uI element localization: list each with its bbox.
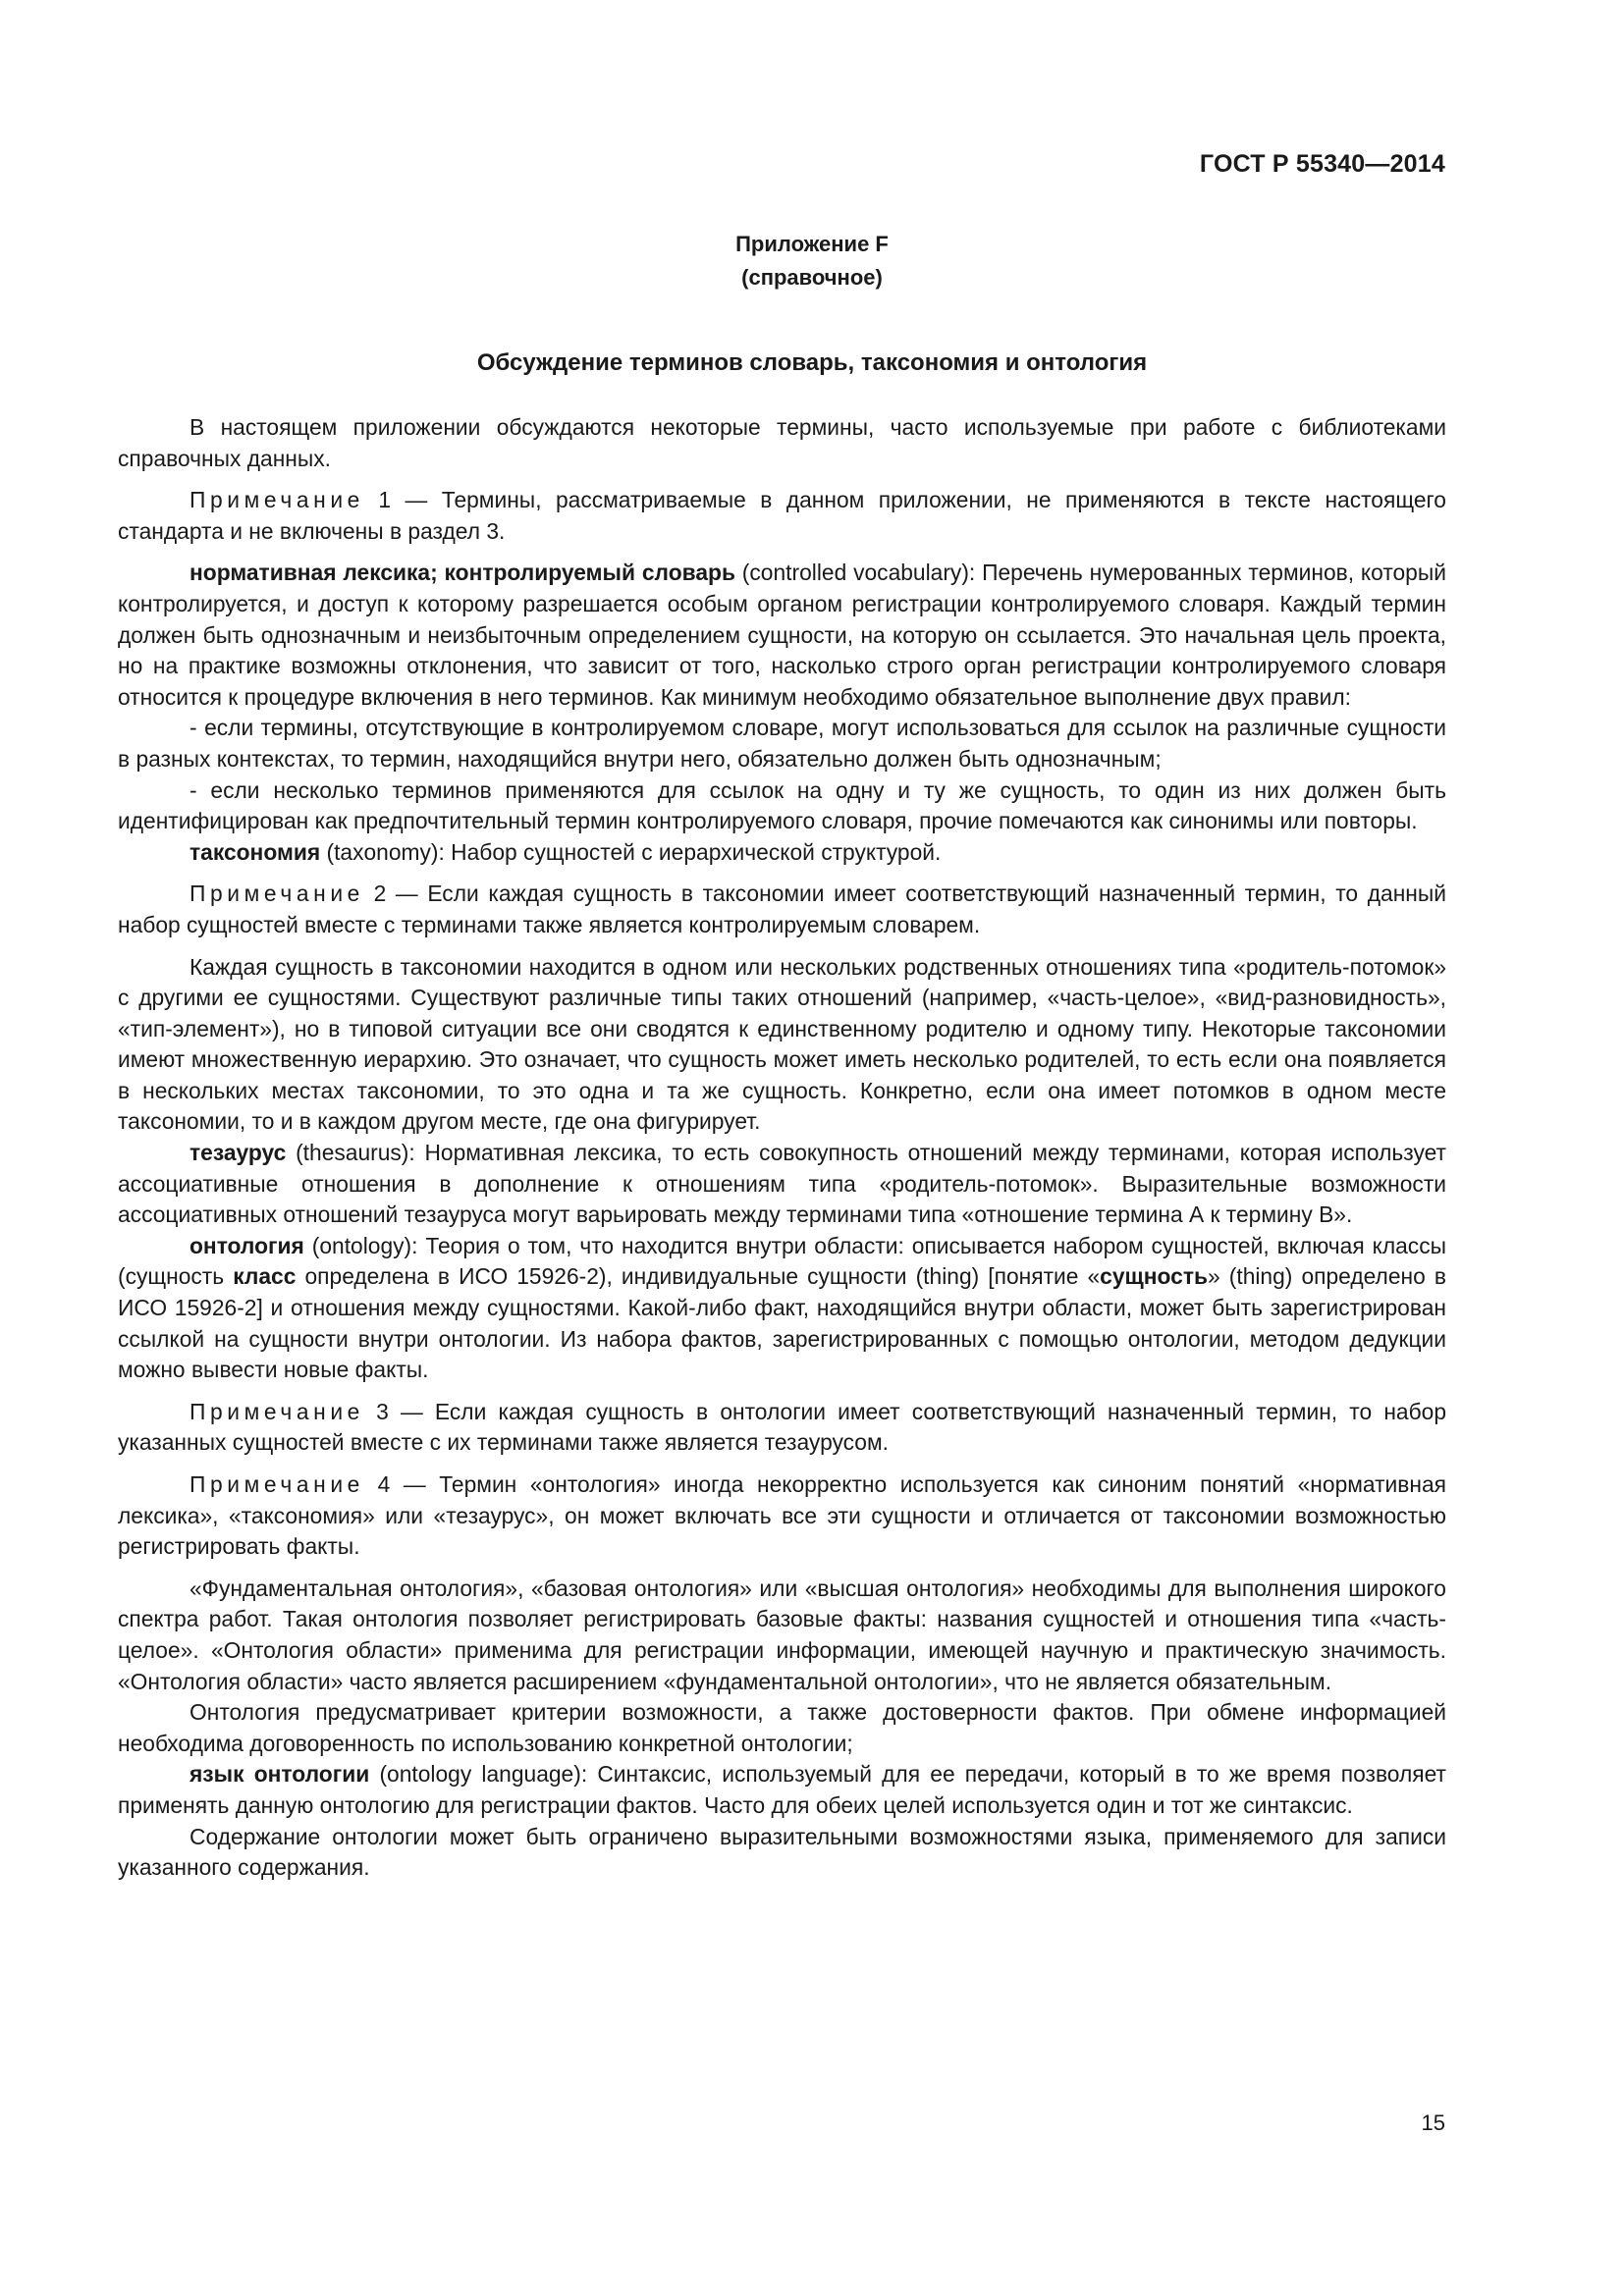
note-2 — [118, 879, 1446, 940]
document-body — [118, 412, 1446, 1884]
term: тезаурус — [189, 1140, 287, 1166]
definition-text: » (thing) определено в ИСО 15926-2] и отношения между сущностями. Какой-либо факт, находящийся внутри области, может быть зарегистрирован ссылкой на сущности внутри онтологии. Из набора фактов, зарегистрированных с помощью онтологии, методом дедукции можно вывести новые факты. — [118, 1263, 1446, 1383]
rule-item: - если термины, отсутствующие в контролируемом словаре, могут использоваться для ссылок на различные сущности в разных контекстах, то термин, находящийся внутри него, обязательно должен быть однозначным; — [118, 715, 1446, 772]
definition-ontology-language — [118, 1759, 1446, 1821]
note-text: — Если каждая сущность в таксономии имеет соответствующий назначенный термин, то данный набор сущностей вместе с терминами также является контролируемым словарем. — [118, 881, 1447, 937]
note-1 — [118, 485, 1446, 547]
term: таксономия — [189, 838, 321, 865]
content-limit-paragraph: Содержание онтологии может быть ограничено выразительными возможностями языка, применяемого для записи указанного содержания. — [118, 1823, 1446, 1881]
note-4 — [118, 1469, 1446, 1563]
note-number: 1 — [363, 487, 392, 513]
definition-text: (taxonomy): Набор сущностей с иерархической структурой. — [320, 838, 942, 865]
fundamental-ontology-paragraph: «Фундаментальная онтология», «базовая онтология» или «высшая онтология» необходимы для выполнения широкого спектра работ. Такая онтология позволяет регистрировать базовые факты: названия сущностей и отношения типа «часть-целое». «Онтология области» применима для регистрации информации, имеющей научную и практическую значимость. «Онтология области» часто является расширением «фундаментальной онтологии», что не является обязательным. — [118, 1575, 1446, 1694]
standard-designation: ГОСТ Р 55340—2014 — [1199, 150, 1445, 178]
rule-item: - если несколько терминов применяются для ссылок на одну и ту же сущность, то один из них должен быть идентифицирован как предпочтительный термин контролируемого словаря, прочие помечаются как синонимы или повторы. — [118, 776, 1446, 834]
note-label: Примечание — [189, 487, 364, 513]
term-class: класс — [233, 1263, 297, 1290]
appendix-heading — [0, 228, 1624, 294]
definition-text: (controlled vocabulary): Перечень нумерованных терминов, который контролируется, и доступ к которому разрешается особым органом регистрации контролируемого словаря. Каждый термин должен быть однозначным и неизбыточным определением сущности, на которую он ссылается. Это начальная цель проекта, но на практике возможны отклонения, что зависит от того, насколько строго орган регистрации контролируемого словаря относится к процедуре включения в него терминов. Как минимум необходимо обязательное выполнение двух правил: — [118, 560, 1446, 710]
note-label: Примечание — [189, 1398, 364, 1424]
term: язык онтологии — [189, 1761, 370, 1788]
appendix-subtitle: (справочное) — [741, 265, 883, 290]
note-label: Примечание — [189, 1471, 364, 1497]
definition-taxonomy — [118, 837, 1446, 869]
definition-text: (ontology): Теория о том, что находится внутри области: описывается набором сущностей, включая классы (сущность — [118, 1232, 1446, 1290]
appendix-title: Приложение F — [735, 232, 889, 256]
note-number: 2 — [363, 881, 387, 907]
definition-text: (thesaurus): Нормативная лексика, то есть совокупность отношений между терминами, которая использует ассоциативные отношения в дополнение к отношениям типа «родитель-потомок». Выразительные возможности ассоциативных отношений тезауруса могут варьировать между терминами типа «отношение термина А к термину В». — [118, 1140, 1446, 1228]
definition-text: определена в ИСО 15926-2), индивидуальные сущности (thing) [понятие « — [296, 1263, 1101, 1290]
note-number: 4 — [363, 1471, 391, 1497]
section-title: Обсуждение терминов словарь, таксономия и онтология — [476, 349, 1148, 376]
definition-thesaurus — [118, 1138, 1446, 1231]
ontology-criteria-paragraph: Онтология предусматривает критерии возможности, а также достоверности фактов. При обмене информацией необходима договоренность по использованию конкретной онтологии; — [118, 1699, 1446, 1756]
page-number: 15 — [1421, 2110, 1445, 2135]
note-text: — Если каждая сущность в онтологии имеет соответствующий назначенный термин, то набор указанных сущностей вместе с их терминами также является тезаурусом. — [118, 1398, 1446, 1456]
note-number: 3 — [363, 1398, 389, 1424]
intro-paragraph: В настоящем приложении обсуждаются некоторые термины, часто используемые при работе с библиотеками справочных данных. — [118, 414, 1446, 471]
term: онтология — [189, 1232, 304, 1258]
term: нормативная лексика; контролируемый словарь — [189, 560, 735, 586]
term-entity: сущность — [1100, 1263, 1209, 1290]
note-text: — Термины, рассматриваемые в данном приложении, не применяются в тексте настоящего стандарта и не включены в раздел 3. — [118, 487, 1446, 544]
definition-controlled-vocabulary — [118, 558, 1446, 713]
note-label: Примечание — [189, 881, 364, 907]
note-text: — Термин «онтология» иногда некорректно используется как синоним понятий «нормативная лексика», «таксономия» или «тезаурус», он может включать все эти сущности и отличается от таксономии возможностью регистрировать факты. — [118, 1471, 1446, 1560]
note-3 — [118, 1397, 1446, 1459]
definition-text: (ontology language): Синтаксис, используемый для ее передачи, который в то же время позволяет применять данную онтологию для регистрации фактов. Часто для обеих целей используется один и тот же синтаксис. — [118, 1761, 1446, 1818]
definition-ontology — [118, 1231, 1446, 1386]
taxonomy-paragraph: Каждая сущность в таксономии находится в одном или нескольких родственных отношениях типа «родитель-потомок» с другими ее сущностями. Существуют различные типы таких отношений (например, «часть-целое», «вид-разновидность», «тип-элемент»), но в типовой ситуации все они сводятся к единственному родителю и одному типу. Некоторые таксономии имеют множественную иерархию. Это означает, что сущность может иметь несколько родителей, то есть если она появляется в нескольких местах таксономии, то это одна и та же сущность. Конкретно, если она имеет потомков в одном месте таксономии, то и в каждом другом месте, где она фигурирует. — [118, 953, 1446, 1135]
